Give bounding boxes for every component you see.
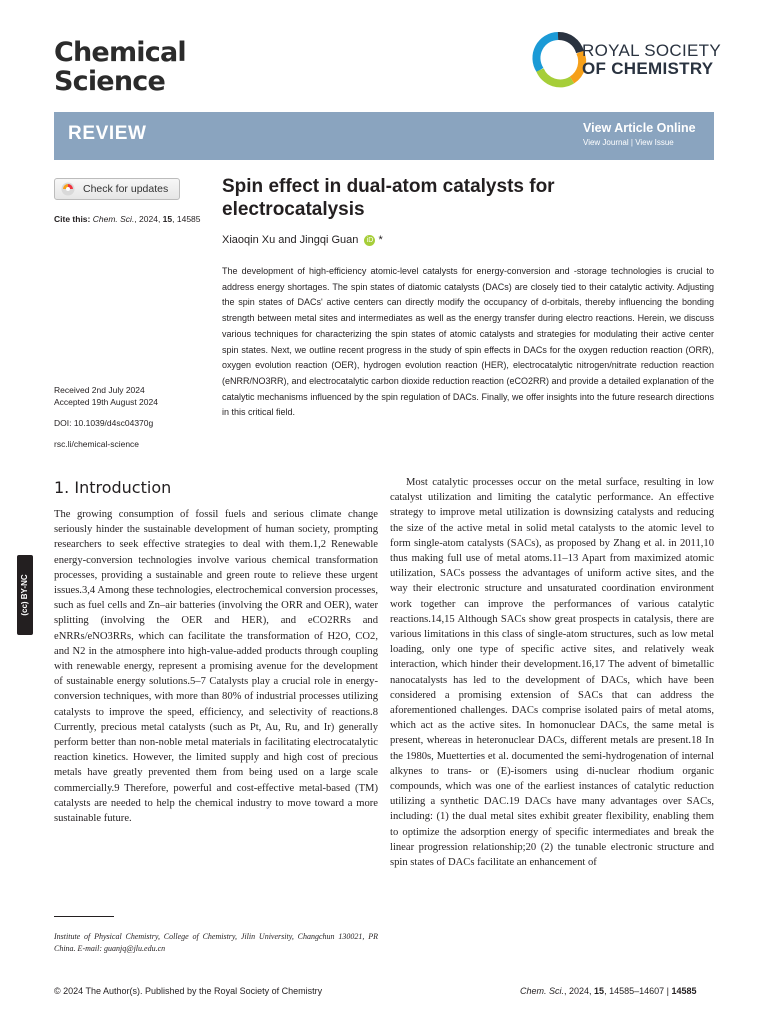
check-for-updates-label: Check for updates [83,183,169,195]
article-type-label: REVIEW [68,123,147,144]
received-date: Received 2nd July 2024 [54,385,145,395]
cite-year: , 2024, [134,214,163,224]
journal-title: Chemical Science [54,37,186,97]
affiliation-footnote: Institute of Physical Chemistry, College of Chemistry, Jilin University, Changchun 130021, PR China. E-mail: guanjq@jlu.edu.cn [54,932,378,953]
check-for-updates-button[interactable] [54,178,180,200]
journal-site-link[interactable]: rsc.li/chemical-science [54,439,140,449]
footer-volume: 15 [594,986,605,996]
footer-journal: Chem. Sci. [520,986,565,996]
citation [54,214,201,224]
author-names: Xiaoqin Xu and Jingqi Guan [222,234,359,246]
link-separator: | [630,138,633,147]
publisher-name-line1: ROYAL SOCIETY [582,41,721,60]
abstract: The development of high-efficiency atomic-level catalysts for energy-conversion and -storage technologies is crucial to address energy shortages. The spin states of diatomic catalysts (DACs) are closely tied to their catalytic activity. Adjusting the spin states of DACs' active centers can directly modify the occupancy of d-orbitals, thereby influencing the bonding strength between metal sites and intermediates as well as the energy transfer during electro reactions. Herein, we discuss various techniques for characterizing the spin states of atomic catalysts and strategies for modulating their active center spin states. Next, we outline recent progress in the study of spin effects in DACs for the oxygen reduction reaction (ORR), oxygen evolution reaction (OER), hydrogen evolution reaction (HER), electrocatalytic nitrogen/nitrate reduction reaction (eNRR/NO3RR), and electrocatalytic carbon dioxide reduction reaction (eCO2RR) and provide a detailed explanation of the catalytic mechanisms influenced by the spin regulation of DACs. Finally, we offer insights into the future research directions in this critical field. [222,266,714,418]
footer-year: , 2024, [564,986,595,996]
footer-pages: , 14585–14607 [604,986,665,996]
body-right-column: Most catalytic processes occur on the metal surface, resulting in low catalyst utilization and limiting the catalytic performance. An effective strategy to improve metal utilization is downsizing catalysts and reducing the size of the active metal in solid metal catalysts to the atomic level to form single-atom catalysts (SACs), as proposed by Zhang et al. in 2011,10 thus making full use of metal atoms.11–13 Apart from maximized atomic utilization, SACs possess the advantages of uniform active sites, and the way their electronic structure and unsaturated coordination environment work together can improve the performances of various catalytic reactions.14,15 Although SACs show great prospects in catalysis, there are various limitations in this class of single-atom structures, such as low metal loading, only one type of specific active sites, and relatively weak interaction, which hinder their development.16,17 The advent of bimetallic nanocatalysts has led to the development of DACs, which have been considered a promising extension of SACs that can address the aforementioned challenges. DACs comprise isolated pairs of metal atoms, which act as the active sites. In homonuclear DACs, the same metal is present, whereas in heteronuclear DACs, different metals are present.18 In the 1980s, Muetterties et al. documented the semi-hydrogenation of internal alkynes to trans- or (E)-isomers using di-nuclear rhodium organic compounds, which was one of the earliest instances of catalytic reduction utilizing a synthetic DAC.19 DACs have many advantages over SACs, including: (1) the dual metal sites exhibit greater flexibility, enabling them to optimize the adsorption energy of specific intermediates and break the linear progression relationship;20 (2) the tunable electronic structure and spin states of DACs facilitate an enhancement of [390,477,714,869]
cite-journal: Chem. Sci. [92,214,135,224]
cite-prefix: Cite this: [54,214,93,224]
page-footer-citation [520,986,697,996]
journal-issue-links [583,138,674,147]
footnote-divider [54,916,114,917]
copyright-footer: © 2024 The Author(s). Published by the Royal Society of Chemistry [54,986,323,996]
crossmark-icon [61,182,75,196]
article-title: Spin effect in dual-atom catalysts for electrocatalysis [222,176,555,220]
cite-pages: , 14585 [172,214,201,224]
view-issue-link[interactable]: View Issue [635,138,674,147]
body-left-column: The growing consumption of fossil fuels and serious climate change seriously hinder the sustainable development of human society, prompting researchers to seek effective strategies to deal with them.1,2 Renewable energy-conversion technologies involve various chemical transformation processes, providing a sustainable and green route to relieve these urgent issues.3,4 Among these technologies, electrochemical conversion processes, such as fuel cells and Zn–air batteries (involving the ORR and OER), water splitting (involving the OER and HER), and eCO2RRs and eNRRs/eNO3RRs, which can facilitate the transformation of H2O, CO2, and N2 in the atmosphere into high-value-added products through coupling with renewable energy, represent a promising avenue for the development of sustainable energy solutions.5–7 Catalysts play a crucial role in energy-conversion techniques, with more than 80% of industrial processes utilizing catalysts to improve the speed, efficiency, and selectivity of reactions.8 Currently, precious metal catalysts (such as Pt, Au, Ru, and Ir) generally perform better than non-noble metal materials in facilitating electrocatalytic reaction kinetics. However, the limited supply and high cost of precious metals have greatly prevented them from being used on a large scale commercially.9 Therefore, powerful and cost-effective metal-based (TM) catalysts are needed to help the chemical industry to move toward a more sustainable future. [54,509,378,825]
view-journal-link[interactable]: View Journal [583,138,629,147]
cc-license-text: (cc) BY-NC [20,574,29,616]
view-article-online-link[interactable]: View Article Online [583,121,696,135]
cc-license-badge[interactable] [17,555,33,635]
cite-volume: 15 [162,214,173,224]
section-heading-introduction: 1. Introduction [54,478,172,497]
authors [222,234,383,246]
orcid-icon[interactable]: iD [364,235,375,246]
corresponding-mark: * [378,234,383,246]
publisher-name-line2: OF CHEMISTRY [582,59,714,78]
page-number: 14585 [671,986,697,996]
article-type-banner [54,112,714,160]
footer-divider: | [666,986,669,996]
accepted-date: Accepted 19th August 2024 [54,397,158,407]
doi[interactable]: DOI: 10.1039/d4sc04370g [54,418,154,428]
